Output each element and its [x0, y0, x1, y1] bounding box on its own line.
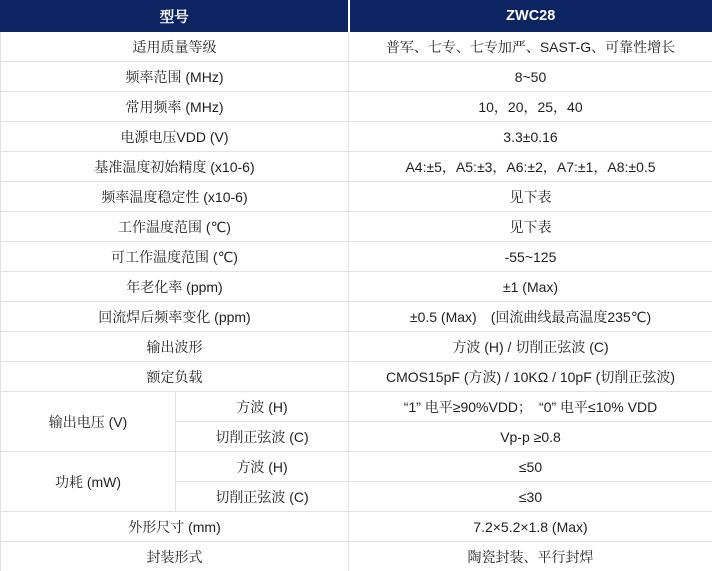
spec-value-cell: 10，20，25，40	[349, 92, 712, 122]
table-row	[1, 32, 712, 62]
spec-label-cell: 工作温度范围 (℃)	[1, 212, 349, 242]
table-row	[1, 272, 712, 302]
table-row	[1, 542, 712, 571]
group-sub-label-cell: 方波 (H)	[176, 392, 349, 422]
spec-value-cell: ≤50	[349, 452, 712, 482]
table-row	[1, 362, 712, 392]
header-model-value: ZWC28	[349, 1, 712, 32]
spec-value-cell: -55~125	[349, 242, 712, 272]
spec-value-cell: 普军、七专、七专加严、SAST-G、可靠性增长	[349, 32, 712, 62]
table-row	[1, 302, 712, 332]
spec-value-cell: ±1 (Max)	[349, 272, 712, 302]
group-label-cell: 输出电压 (V)	[1, 392, 176, 452]
spec-value-cell: “1” 电平≥90%VDD； “0” 电平≤10% VDD	[349, 392, 712, 422]
table-row	[1, 62, 712, 92]
table-row	[1, 212, 712, 242]
spec-value-cell: 陶瓷封装、平行封焊	[349, 542, 712, 571]
spec-value-cell: 见下表	[349, 182, 712, 212]
spec-value-cell: 见下表	[349, 212, 712, 242]
spec-label-cell: 可工作温度范围 (℃)	[1, 242, 349, 272]
spec-value-cell: 8~50	[349, 62, 712, 92]
spec-value-cell: Vp-p ≥0.8	[349, 422, 712, 452]
spec-label-cell: 输出波形	[1, 332, 349, 362]
spec-label-cell: 常用频率 (MHz)	[1, 92, 349, 122]
group-sub-label-cell: 切削正弦波 (C)	[176, 482, 349, 512]
table-row	[1, 122, 712, 152]
table-header-row	[1, 1, 712, 32]
header-model-label: 型号	[1, 1, 349, 32]
spec-label-cell: 基准温度初始精度 (x10-6)	[1, 152, 349, 182]
spec-label-cell: 电源电压VDD (V)	[1, 122, 349, 152]
table-row	[1, 182, 712, 212]
table-row	[1, 332, 712, 362]
spec-value-cell: 7.2×5.2×1.8 (Max)	[349, 512, 712, 542]
table-row-group-power	[1, 452, 712, 482]
group-sub-label-cell: 方波 (H)	[176, 452, 349, 482]
table-row	[1, 512, 712, 542]
spec-label-cell: 外形尺寸 (mm)	[1, 512, 349, 542]
table-row	[1, 152, 712, 182]
table-row	[1, 242, 712, 272]
spec-label-cell: 年老化率 (ppm)	[1, 272, 349, 302]
table-row	[1, 92, 712, 122]
group-label-cell: 功耗 (mW)	[1, 452, 176, 512]
spec-value-cell: ≤30	[349, 482, 712, 512]
spec-value-cell: A4:±5，A5:±3，A6:±2，A7:±1，A8:±0.5	[349, 152, 712, 182]
spec-value-cell: 3.3±0.16	[349, 122, 712, 152]
group-sub-label-cell: 切削正弦波 (C)	[176, 422, 349, 452]
spec-label-cell: 封装形式	[1, 542, 349, 571]
table-row-group-output-voltage	[1, 392, 712, 422]
spec-label-cell: 适用质量等级	[1, 32, 349, 62]
spec-value-cell: 方波 (H) / 切削正弦波 (C)	[349, 332, 712, 362]
spec-label-cell: 频率范围 (MHz)	[1, 62, 349, 92]
spec-label-cell: 频率温度稳定性 (x10-6)	[1, 182, 349, 212]
spec-value-cell: CMOS15pF (方波) / 10KΩ / 10pF (切削正弦波)	[349, 362, 712, 392]
spec-label-cell: 额定负载	[1, 362, 349, 392]
spec-label-cell: 回流焊后频率变化 (ppm)	[1, 302, 349, 332]
spec-value-cell: ±0.5 (Max) (回流曲线最高温度235℃)	[349, 302, 712, 332]
